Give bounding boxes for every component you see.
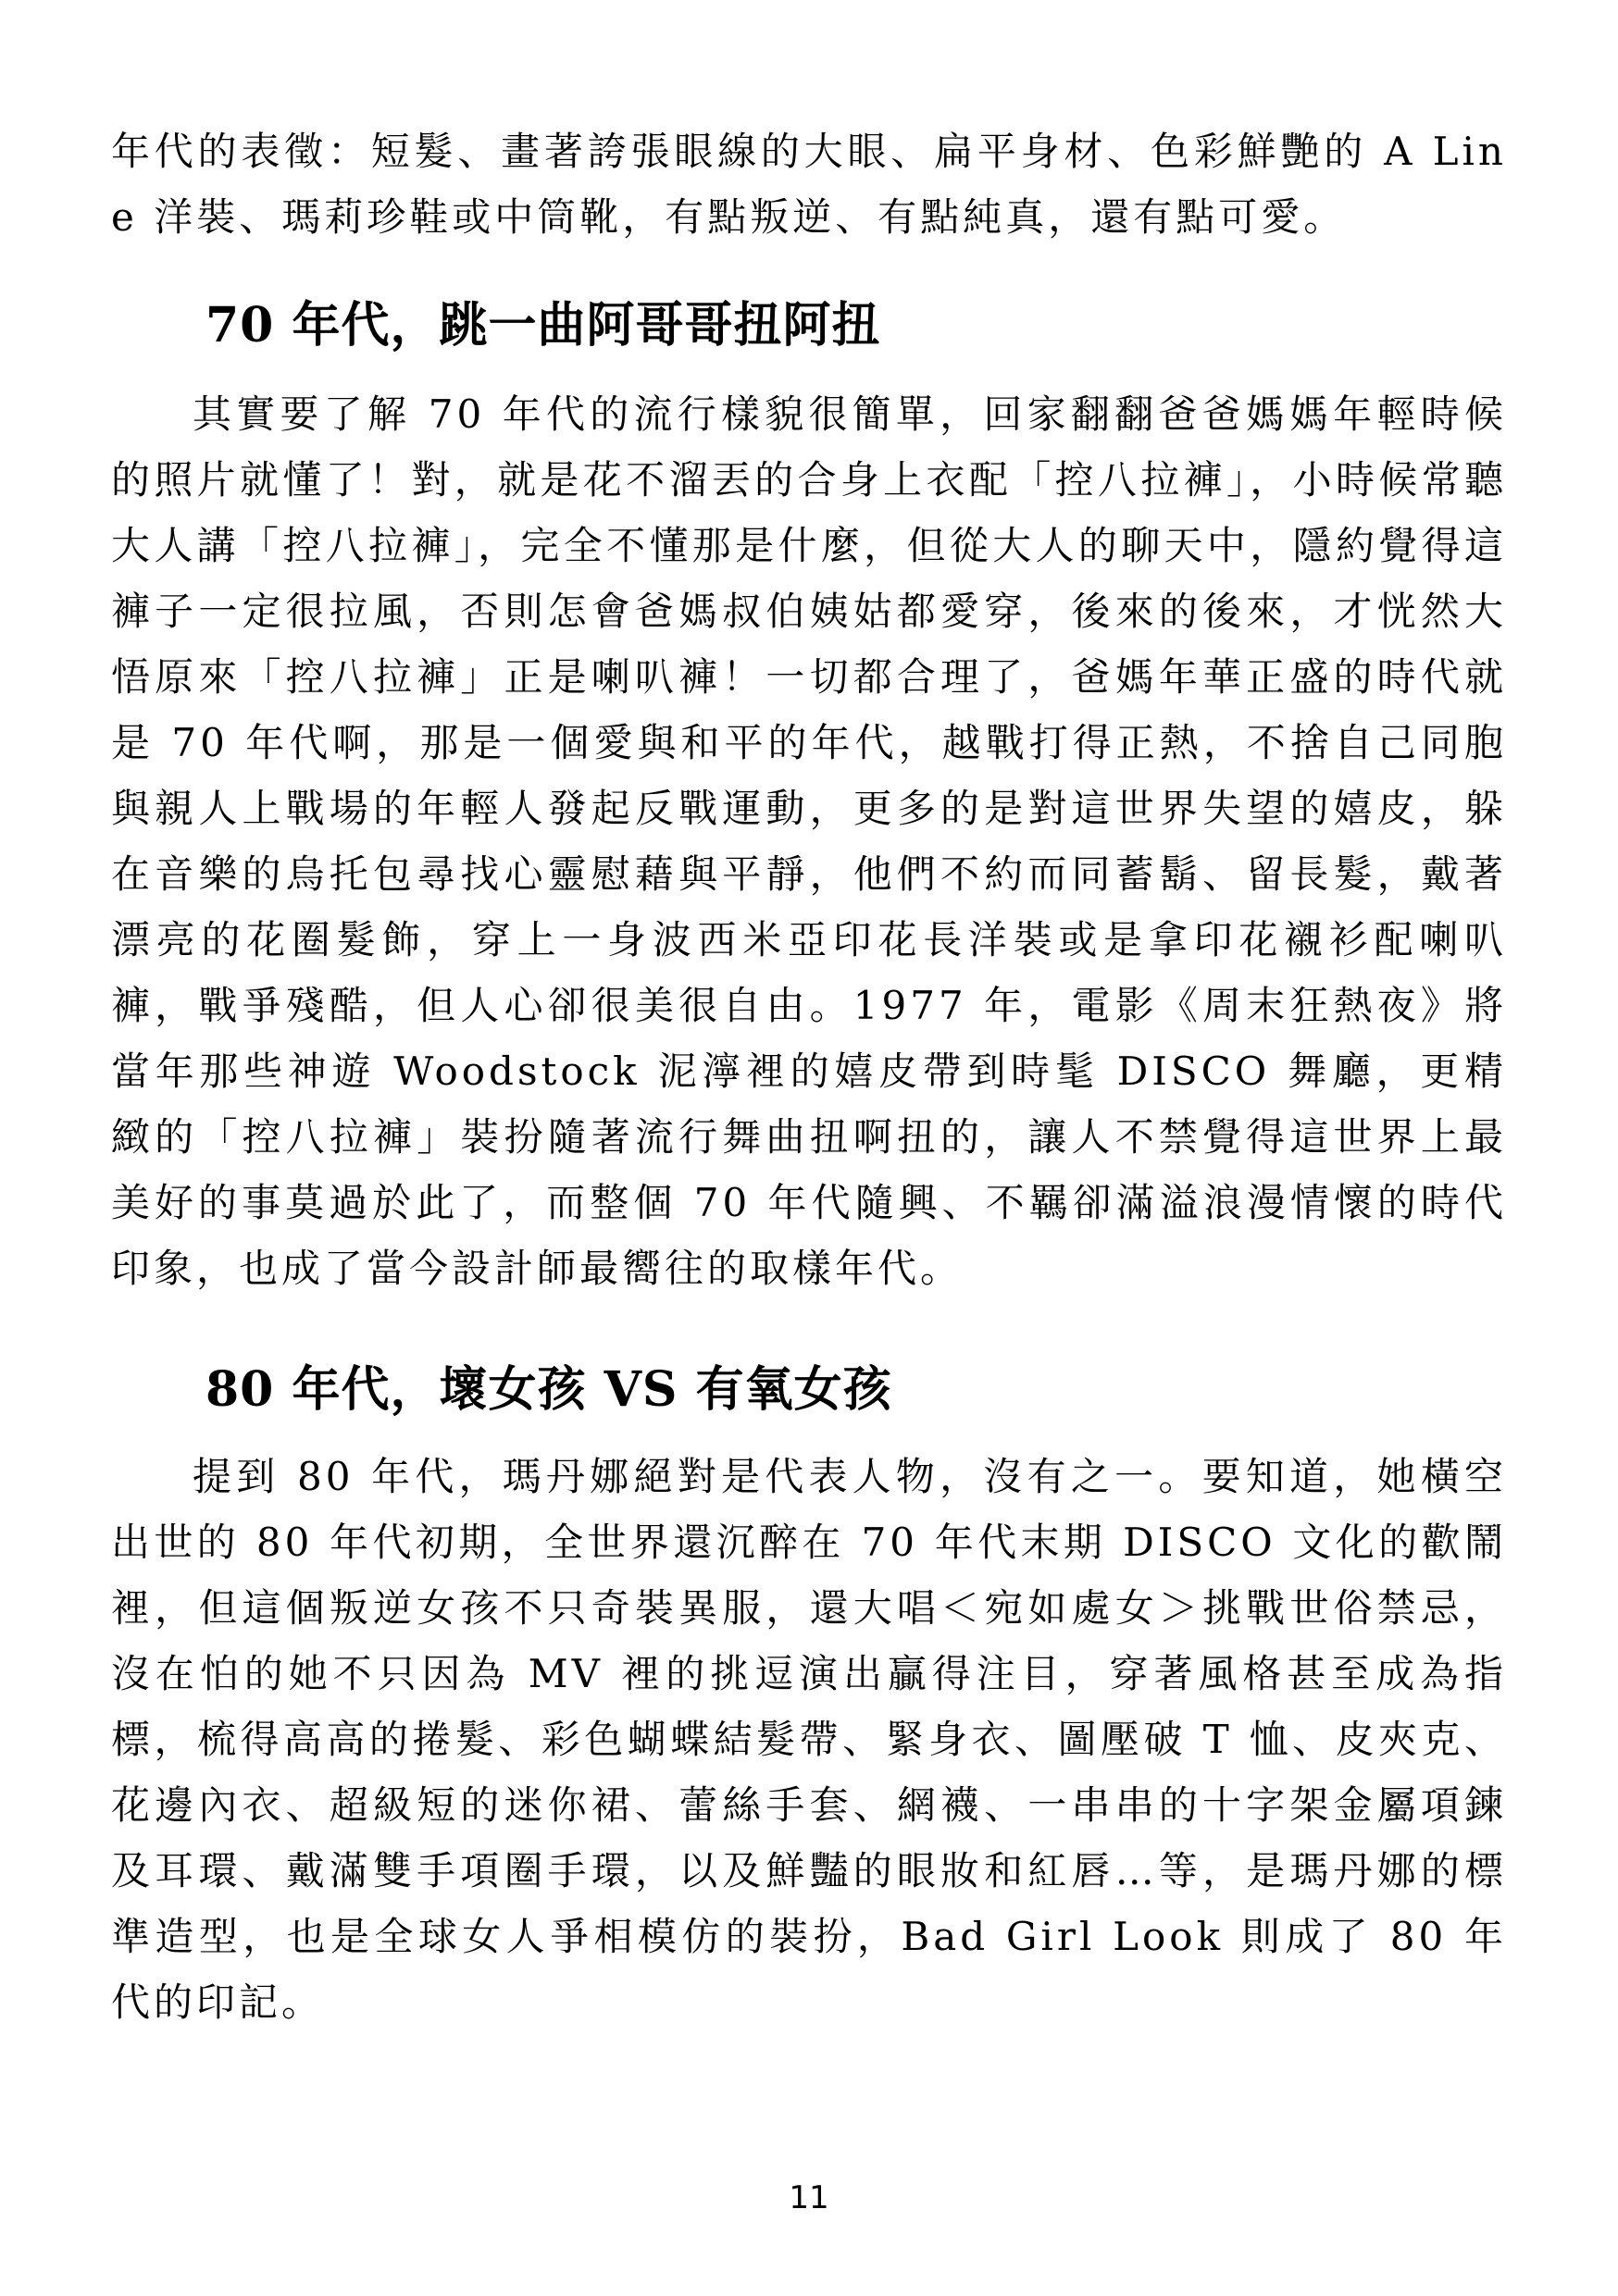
section-paragraph-70s: 其實要了解 70 年代的流行樣貌很簡單，回家翻翻爸爸媽媽年輕時候的照片就懂了！對，就是花不溜丟的合身上衣配「控八拉褲」，小時候常聽大人講「控八拉褲」，完全不懂那是什麼，但從大人的聊天中，隱約覺得這褲子一定很拉風，否則怎會爸媽叔伯姨姑都愛穿，後來的後來，才恍然大悟原來「控八拉褲」正是喇叭褲！一切都合理了，爸媽年華正盛的時代就是 70 年代啊，那是一個愛與和平的年代，越戰打得正熱，不捨自己同胞與親人上戰場的年輕人發起反戰運動，更多的是對這世界失望的嬉皮，躲在音樂的烏托包尋找心靈慰藉與平靜，他們不約而同蓄鬍、留長髮，戴著漂亮的花圈髮飾，穿上一身波西米亞印花長洋裝或是拿印花襯衫配喇叭褲，戰爭殘酷，但人心卻很美很自由。1977 年，電影《周末狂熱夜》將當年那些神遊 Woodstock 泥濘裡的嬉皮帶到時髦 DISCO 舞廳，更精緻的「控八拉褲」裝扮隨著流行舞曲扭啊扭的，讓人不禁覺得這世界上最美好的事莫過於此了，而整個 70 年代隨興、不羈卻滿溢浪漫情懷的時代印象，也成了當今設計師最嚮往的取樣年代。: [111, 391, 1507, 1291]
intro-paragraph: 年代的表徵：短髮、畫著誇張眼線的大眼、扁平身材、色彩鮮艷的 A Line 洋裝、瑪莉珍鞋或中筒靴，有點叛逆、有點純真，還有點可愛。: [111, 129, 1507, 240]
page-content: [111, 118, 1507, 2035]
section-paragraph-80s: 提到 80 年代，瑪丹娜絕對是代表人物，沒有之一。要知道，她橫空出世的 80 年代初期，全世界還沉醉在 70 年代末期 DISCO 文化的歡鬧裡，但這個叛逆女孩不只奇裝異服，還大唱＜宛如處女＞挑戰世俗禁忌，沒在怕的她不只因為 MV 裡的挑逗演出贏得注目，穿著風格甚至成為指標，梳得高高的捲髮、彩色蝴蝶結髮帶、緊身衣、圖壓破 T 恤、皮夾克、花邊內衣、超級短的迷你裙、蕾絲手套、網襪、一串串的十字架金屬項鍊及耳環、戴滿雙手項圈手環，以及鮮豔的眼妝和紅唇…等，是瑪丹娜的標準造型，也是全球女人爭相模仿的裝扮，Bad Girl Look 則成了 80 年代的印記。: [111, 1454, 1507, 2025]
page-number: 11: [789, 2179, 829, 2216]
section-heading-80s: 80 年代，壞女孩 VS 有氧女孩: [205, 1361, 892, 1418]
section-heading-70s: 70 年代，跳一曲阿哥哥扭阿扭: [205, 297, 881, 354]
